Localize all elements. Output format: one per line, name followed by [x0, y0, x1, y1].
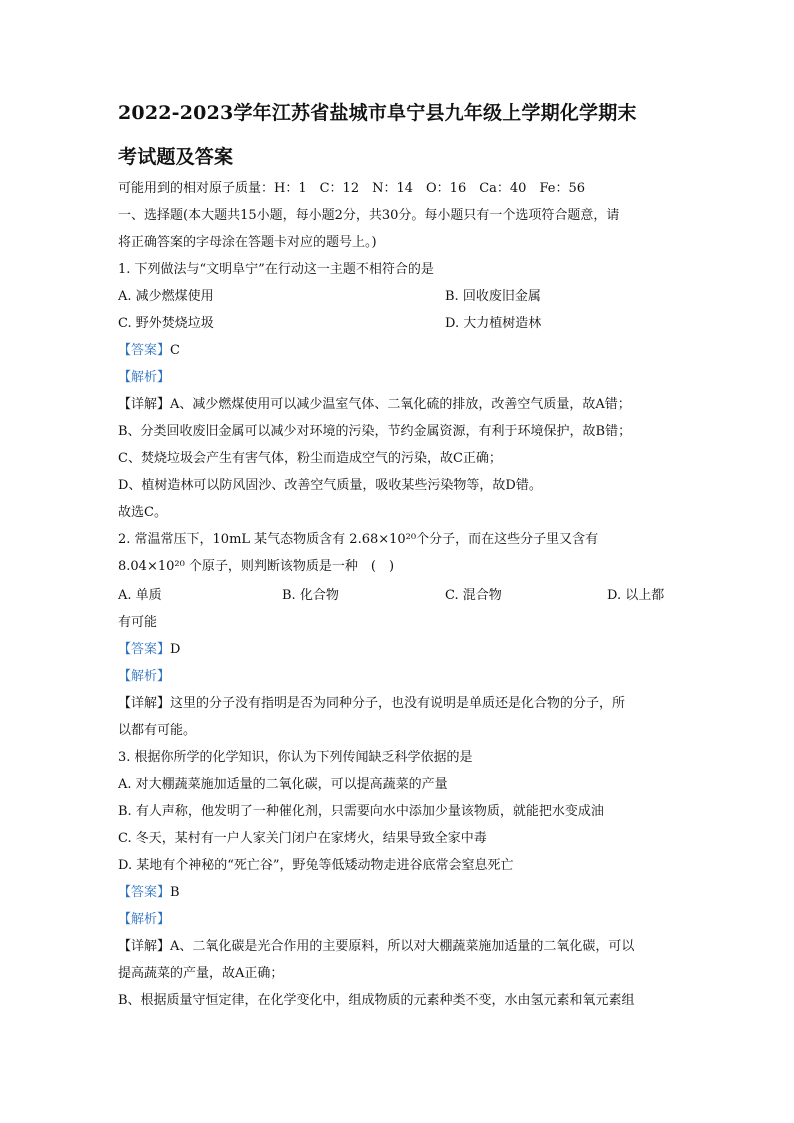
q1-detail-3: C、焚烧垃圾会产生有害气体，粉尘而造成空气的污染，故C正确； — [118, 451, 502, 466]
detail-label: 【详解】 — [118, 939, 171, 954]
q2-answer-value: D — [170, 642, 181, 657]
q2-detail-1 — [118, 695, 678, 713]
q2-option-c: C. 混合物 — [445, 588, 502, 603]
q1-answer-line — [118, 342, 678, 360]
q2-stem-1: 2. 常温常压下，10mL 某气态物质含有 2.68×10²⁰个分子，而在这些分子里又含有 — [118, 532, 599, 547]
q2-option-d-continued: 有可能 — [118, 615, 158, 630]
q2-analysis-line — [118, 668, 678, 686]
answer-label: 【答案】 — [118, 642, 171, 657]
document-title-line-1: 2022-2023学年江苏省盐城市阜宁县九年级上学期化学期末 — [118, 102, 637, 124]
q1-detail-text-1: A、减少燃煤使用可以减少温室气体、二氧化硫的排放，改善空气质量，故A错； — [170, 397, 631, 412]
q2-option-d: D. 以上都 — [607, 588, 665, 603]
q2-answer-line — [118, 641, 678, 659]
q3-option-a: A. 对大棚蔬菜施加适量的二氧化碳，可以提高蔬菜的产量 — [118, 777, 448, 792]
q3-detail-2: 提高蔬菜的产量，故A正确； — [118, 966, 284, 981]
q1-detail-4: D、植树造林可以防风固沙、改善空气质量，吸收某些污染物等，故D错。 — [118, 478, 542, 493]
q3-answer-line — [118, 884, 678, 902]
answer-label: 【答案】 — [118, 885, 171, 900]
q2-option-a: A. 单质 — [118, 588, 162, 603]
detail-label: 【详解】 — [118, 696, 171, 711]
q3-stem: 3. 根据你所学的化学知识，你认为下列传闻缺乏科学依据的是 — [118, 750, 473, 765]
q3-detail-text-1: A、二氧化碳是光合作用的主要原料，所以对大棚蔬菜施加适量的二氧化碳，可以 — [170, 939, 635, 954]
answer-label: 【答案】 — [118, 343, 171, 358]
q1-conclusion: 故选C。 — [118, 505, 167, 520]
q3-option-d: D. 某地有个神秘的“死亡谷”，野兔等低矮动物走进谷底常会窒息死亡 — [118, 858, 514, 873]
analysis-label: 【解析】 — [118, 370, 171, 385]
q2-stem-2: 8.04×10²⁰ 个原子，则判断该物质是一种 ( ) — [118, 559, 395, 574]
atomic-mass-line: 可能用到的相对原子质量：H：1 C：12 N：14 O：16 Ca：40 Fe：56 — [118, 181, 585, 196]
q1-answer-value: C — [170, 343, 180, 358]
q1-option-a: A. 减少燃煤使用 — [118, 289, 214, 304]
q3-detail-1 — [118, 938, 678, 956]
analysis-label: 【解析】 — [118, 669, 171, 684]
q1-option-d: D. 大力植树造林 — [445, 316, 542, 331]
detail-label: 【详解】 — [118, 397, 171, 412]
q3-answer-value: B — [170, 885, 180, 900]
section-heading-line-2: 将正确答案的字母涂在答题卡对应的题号上。) — [118, 235, 377, 250]
q3-option-b: B. 有人声称，他发明了一种催化剂，只需要向水中添加少量该物质，就能把水变成油 — [118, 804, 604, 819]
q2-detail-text-1: 这里的分子没有指明是否为同种分子，也没有说明是单质还是化合物的分子，所 — [170, 696, 626, 711]
q1-detail-2: B、分类回收废旧金属可以减少对环境的污染，节约金属资源，有利于环境保护，故B错； — [118, 424, 632, 439]
analysis-label: 【解析】 — [118, 912, 171, 927]
q1-option-c: C. 野外焚烧垃圾 — [118, 316, 214, 331]
q1-stem: 1. 下列做法与“文明阜宁”在行动这一主题不相符合的是 — [118, 262, 434, 277]
q2-detail-2: 以都有可能。 — [118, 723, 197, 738]
document-title-line-2: 考试题及答案 — [118, 146, 234, 168]
q1-analysis-line — [118, 369, 678, 387]
q1-option-b: B. 回收废旧金属 — [445, 289, 541, 304]
q3-option-c: C. 冬天，某村有一户人家关门闭户在家烤火，结果导致全家中毒 — [118, 831, 487, 846]
q2-option-b: B. 化合物 — [282, 588, 339, 603]
q3-detail-3: B、根据质量守恒定律，在化学变化中，组成物质的元素种类不变，水由氢元素和氧元素组 — [118, 993, 635, 1008]
q3-analysis-line — [118, 911, 678, 929]
q1-detail-1 — [118, 396, 678, 414]
section-heading-line-1: 一、选择题(本大题共15小题，每小题2分，共30分。每小题只有一个选项符合题意，请 — [118, 208, 620, 223]
